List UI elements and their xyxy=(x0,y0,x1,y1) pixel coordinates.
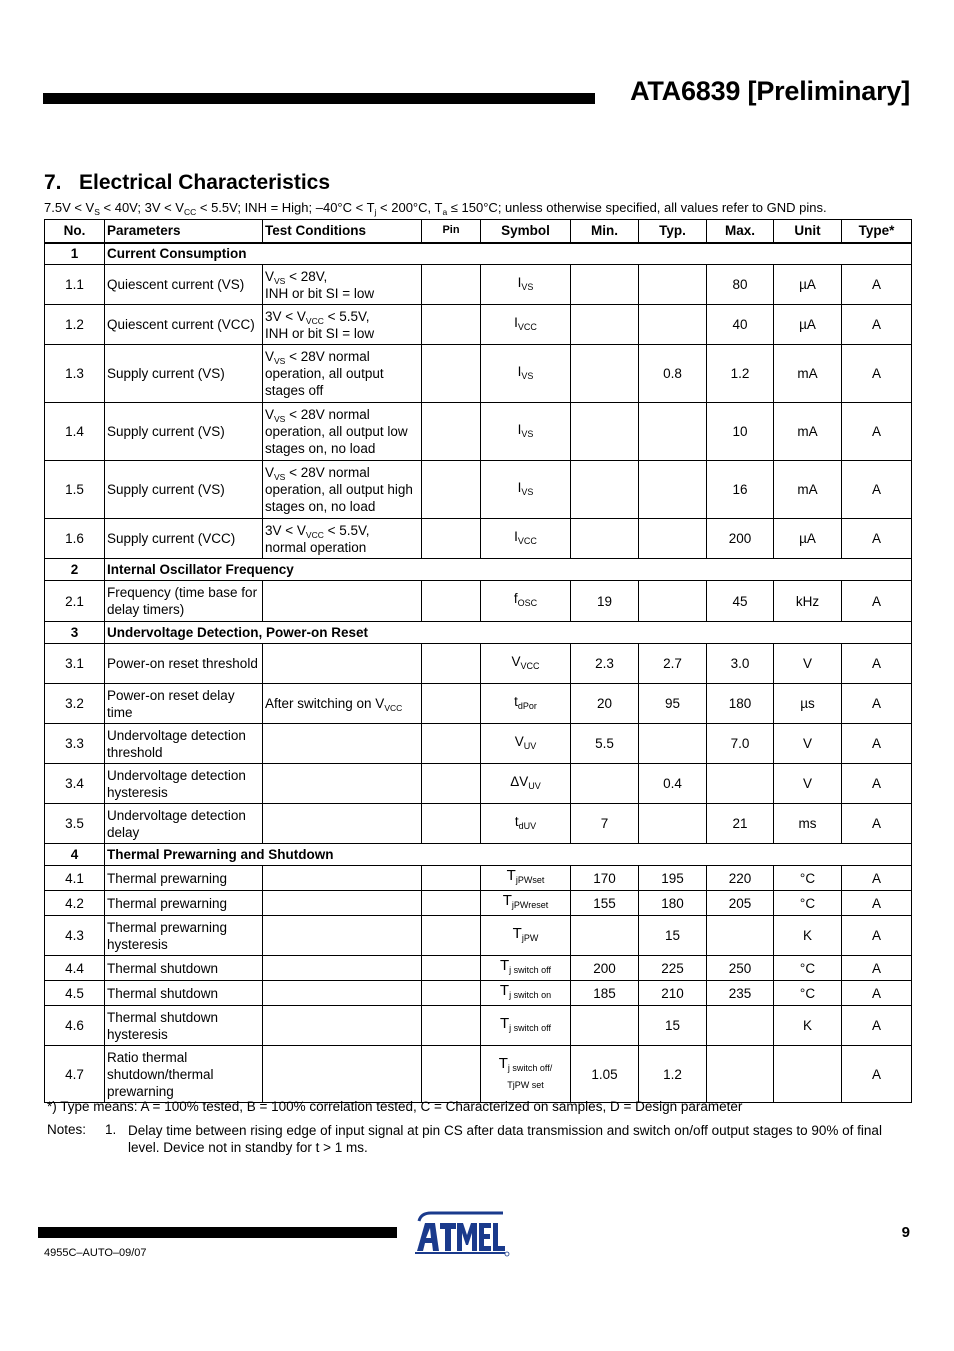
notes-label: Notes: xyxy=(47,1122,87,1137)
test-conditions-line: $7.5V < V_S < 40V$; $3V < V_{CC} < 5.5V$; INH = High; $-40^\circ C < T_j < 200^\circ C$, $T_a \le 150^\circ C$; unless otherwise specified, all values refer to GND pins. xyxy=(44,200,827,217)
table-row: 4.7 Ratio thermal shutdown/thermal prewarning $T_{j switch off/}$ TjPW set 1.05 1.2 A xyxy=(45,1046,912,1103)
col-min: Min. xyxy=(571,220,639,243)
table-row: 1.4 Supply current (VS) $V_{VS} < 28V$ normal operation, all output low stages on, no load $I_{VS}$ 10 mA A xyxy=(45,403,912,461)
section-title xyxy=(44,171,330,195)
table-row: 4.5 Thermal shutdown $T_{j switch on}$ 185 210 235 °C A xyxy=(45,981,912,1006)
section-number: 7. xyxy=(44,171,62,194)
table-row: 3.2 Power-on reset delay time After switching on $V_{VCC}$ $t_{dPor}$ 20 95 180 µs A xyxy=(45,684,912,724)
table-row: 4.4 Thermal shutdown $T_{j switch off}$ 200 225 250 °C A xyxy=(45,956,912,981)
document-code: 4955C–AUTO–09/07 xyxy=(44,1247,147,1259)
electrical-characteristics-table xyxy=(44,219,912,1103)
group-row: 2 Internal Oscillator Frequency xyxy=(45,559,912,581)
col-unit: Unit xyxy=(774,220,842,243)
header-rule xyxy=(43,93,595,104)
table-row: 2.1 Frequency (time base for delay timers) $f_{OSC}$ 19 45 kHz A xyxy=(45,581,912,622)
col-parameters: Parameters xyxy=(105,220,263,243)
table-row: 1.3 Supply current (VS) $V_{VS} < 28V$ normal operation, all output stages off $I_{VS}$ 0.8 1.2 mA A xyxy=(45,345,912,403)
table-row: 3.3 Undervoltage detection threshold $V_{UV}$ 5.5 7.0 V A xyxy=(45,724,912,764)
type-footnote: *) Type means: A = 100% tested, B = 100% correlation tested, C = Characterized on samples, D = Design parameter xyxy=(47,1099,743,1114)
table-row: 4.2 Thermal prewarning $T_{jPWreset}$ 155 180 205 °C A xyxy=(45,891,912,916)
atmel-logo-icon xyxy=(411,1209,511,1257)
note-text: Delay time between rising edge of input signal at pin CS after data transmission and switch on/off output stages to 90% of final level. Device not in standby for t > 1 ms. xyxy=(128,1123,882,1155)
table-row: 1.5 Supply current (VS) $V_{VS} < 28V$ normal operation, all output high stages on, no load $I_{VS}$ 16 mA A xyxy=(45,461,912,519)
table-row: 3.1 Power-on reset threshold $V_{VCC}$ 2.3 2.7 3.0 V A xyxy=(45,644,912,684)
group-row: 4 Thermal Prewarning and Shutdown xyxy=(45,844,912,866)
document-title: ATA6839 [Preliminary] xyxy=(630,76,910,106)
table-row: 1.6 Supply current (VCC) $3V < V_{VCC} < 5.5V$, normal operation $I_{VCC}$ 200 µA A xyxy=(45,519,912,559)
group-row: 1 Current Consumption xyxy=(45,243,912,265)
table-row: 4.6 Thermal shutdown hysteresis $T_{j switch off}$ 15 K A xyxy=(45,1006,912,1046)
footer-rule xyxy=(38,1227,397,1238)
col-typ: Typ. xyxy=(639,220,707,243)
col-test-conditions: Test Conditions xyxy=(263,220,422,243)
table-row: 3.4 Undervoltage detection hysteresis $\Delta V_{UV}$ 0.4 V A xyxy=(45,764,912,804)
table-header-row xyxy=(45,220,912,243)
table-row: 4.3 Thermal prewarning hysteresis $T_{jPW}$ 15 K A xyxy=(45,916,912,956)
table-row: 1.1 Quiescent current (VS) $V_{VS} < 28V$, INH or bit SI = low $I_{VS}$ 80 µA A xyxy=(45,265,912,305)
group-row: 3 Undervoltage Detection, Power-on Reset xyxy=(45,622,912,644)
table-row: 4.1 Thermal prewarning $T_{jPWset}$ 170 195 220 °C A xyxy=(45,866,912,891)
section-title-text: Electrical Characteristics xyxy=(79,171,331,194)
col-symbol: Symbol xyxy=(481,220,571,243)
note-number: 1. xyxy=(105,1122,117,1137)
page-number: 9 xyxy=(901,1224,910,1241)
col-no: No. xyxy=(45,220,105,243)
col-max: Max. xyxy=(707,220,774,243)
col-pin: Pin xyxy=(422,220,481,243)
table-row: 3.5 Undervoltage detection delay $t_{dUV}$ 7 21 ms A xyxy=(45,804,912,844)
table-row: 1.2 Quiescent current (VCC) $3V < V_{VCC} < 5.5V$, INH or bit SI = low $I_{VCC}$ 40 µA A xyxy=(45,305,912,345)
col-type: Type* xyxy=(842,220,912,243)
